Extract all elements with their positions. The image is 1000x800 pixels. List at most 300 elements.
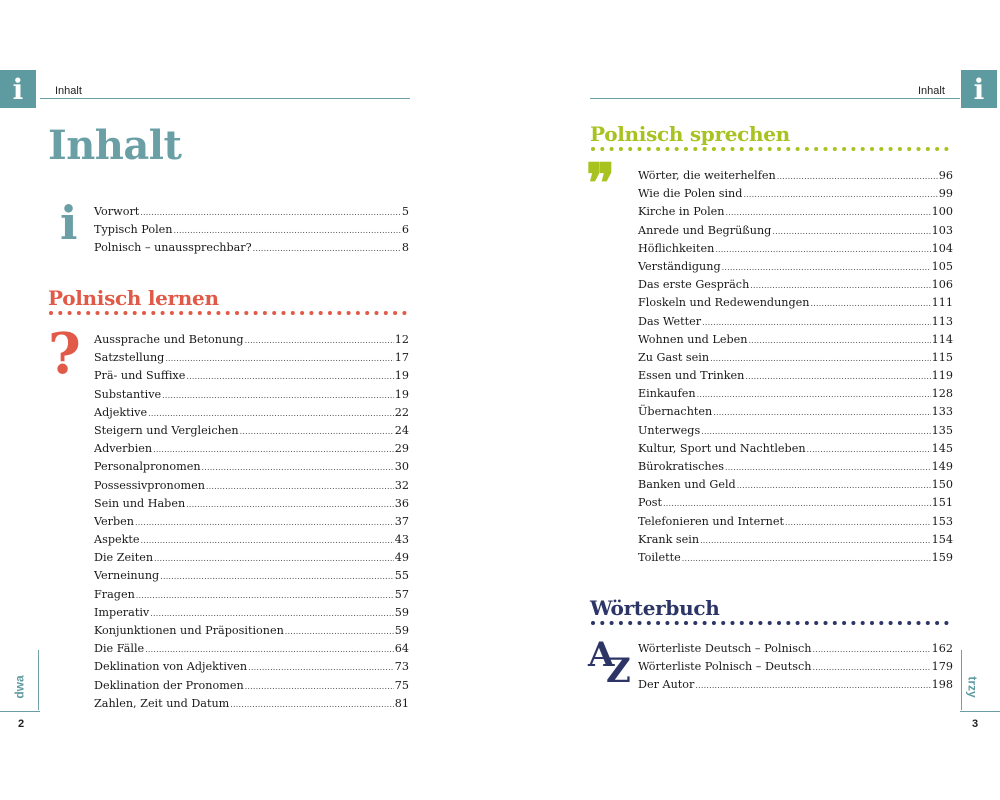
toc-entry-page: 115	[931, 350, 953, 364]
dot-leader	[165, 349, 393, 368]
dot-leader	[162, 386, 394, 405]
toc-entry-label: Possessivpronomen	[94, 478, 205, 492]
toc-entry-page: 135	[931, 423, 953, 437]
toc-entry-label: Polnisch – unaussprechbar?	[94, 241, 252, 255]
toc-entry[interactable]	[638, 385, 953, 403]
dot-leader	[240, 422, 394, 441]
toc-entry-page: 30	[394, 460, 409, 474]
dot	[151, 311, 155, 315]
z-letter: Z	[606, 651, 631, 691]
dot	[721, 147, 725, 151]
toc-entry-label: Das erste Gespräch	[638, 278, 750, 292]
dot-leader	[695, 676, 930, 695]
dot	[861, 147, 865, 151]
toc-entry[interactable]	[94, 239, 409, 257]
dot	[638, 621, 642, 625]
dot-leader	[715, 240, 930, 259]
dot	[365, 311, 369, 315]
toc-entry-page: 43	[394, 533, 409, 547]
dot	[123, 311, 127, 315]
dot	[384, 311, 388, 315]
toc-entry-page: 96	[938, 169, 953, 182]
dot	[935, 621, 939, 625]
toc-entry-page: 114	[931, 332, 953, 346]
page-side-label-right: trzy	[965, 676, 980, 698]
dot	[703, 147, 707, 151]
toc-entry-label: Wörterliste Deutsch – Polnisch	[638, 642, 812, 655]
dot	[851, 621, 855, 625]
toc-entry-label: Wie die Polen sind	[638, 187, 743, 201]
dot-leader	[725, 203, 930, 222]
toc-entry-label: Banken und Geld	[638, 478, 736, 492]
dot	[226, 311, 230, 315]
dot-leader	[202, 458, 394, 477]
dot	[356, 311, 360, 315]
dot	[647, 621, 651, 625]
toc-entry[interactable]	[638, 222, 953, 240]
toc-entry-page: 19	[394, 387, 409, 401]
header-rule-right	[590, 98, 960, 99]
a-letter: A	[588, 635, 615, 675]
toc-entry[interactable]	[94, 367, 409, 385]
toc-entry[interactable]	[638, 294, 953, 312]
toc-entry-label: Prä- und Suffixe	[94, 369, 186, 383]
dot	[721, 621, 725, 625]
question-mark-icon: ?	[48, 321, 81, 387]
info-icon: i	[60, 196, 78, 250]
dot-leader	[148, 404, 394, 423]
toc-entry-page: 145	[931, 441, 953, 455]
toc-entry-label: Steigern und Vergleichen	[94, 423, 239, 437]
toc-entry[interactable]	[94, 404, 409, 422]
dot-leader	[230, 695, 393, 714]
toc-entry-label: Kirche in Polen	[638, 205, 725, 219]
toc-entry[interactable]	[638, 258, 953, 276]
side-rule-right	[961, 650, 962, 710]
dot-leader	[812, 640, 930, 659]
toc-entry[interactable]	[638, 331, 953, 349]
dot	[926, 147, 930, 151]
dot	[347, 311, 351, 315]
dot	[907, 147, 911, 151]
toc-entry-page: 113	[931, 314, 953, 328]
toc-entry[interactable]	[638, 658, 953, 676]
running-header-left: Inhalt	[55, 85, 82, 97]
dot	[272, 311, 276, 315]
toc-entry[interactable]	[94, 440, 409, 458]
toc-entry-page: 150	[931, 478, 953, 492]
toc-entry-label: Adjektive	[94, 405, 148, 419]
dot	[647, 147, 651, 151]
dot	[628, 147, 632, 151]
toc-entry-page: 153	[931, 514, 953, 528]
dot	[291, 311, 295, 315]
toc-entry-page: 6	[401, 223, 409, 237]
toc-entry[interactable]	[94, 567, 409, 585]
toc-entry-page: 29	[394, 442, 409, 456]
page-title: Inhalt	[48, 122, 182, 169]
toc-entry-page: 128	[931, 387, 953, 401]
dot	[824, 621, 828, 625]
dot-leader	[700, 531, 931, 550]
dot-leader	[745, 367, 930, 386]
toc-entry[interactable]	[94, 604, 409, 622]
toc-entry-label: Die Fälle	[94, 642, 145, 656]
toc-entry[interactable]	[94, 622, 409, 640]
toc-entry[interactable]	[94, 422, 409, 440]
toc-entry[interactable]	[94, 331, 409, 349]
toc-entry-label: Sein und Haben	[94, 496, 186, 510]
toc-entry-page: 81	[394, 696, 409, 710]
side-rule-left	[38, 650, 39, 710]
dot	[768, 147, 772, 151]
dot-leader	[174, 221, 401, 240]
dot-leader	[186, 367, 393, 386]
dot	[889, 147, 893, 151]
toc-entry-page: 198	[931, 678, 953, 692]
toc-entry-page: 22	[394, 405, 409, 419]
toc-entry-page: 59	[394, 605, 409, 619]
toc-entry-page: 36	[394, 496, 409, 510]
toc-entry-label: Wörter, die weiterhelfen	[638, 169, 776, 182]
bottom-rule-left	[0, 711, 40, 712]
dot	[656, 147, 660, 151]
toc-entry-page: 105	[931, 259, 953, 273]
toc-entry-label: Vorwort	[94, 205, 140, 218]
toc-entry-page: 159	[931, 550, 953, 564]
toc-intro-list	[94, 203, 409, 258]
dot	[58, 311, 62, 315]
dot	[703, 621, 707, 625]
dot	[68, 311, 72, 315]
toc-entry-label: Personalpronomen	[94, 460, 201, 474]
toc-entry-label: Das Wetter	[638, 314, 702, 328]
dot-leader	[722, 258, 931, 277]
toc-entry-page: 154	[931, 532, 953, 546]
dot-leader	[807, 440, 931, 459]
toc-entry[interactable]	[638, 203, 953, 221]
dot-leader	[748, 331, 930, 350]
toc-entry-page: 133	[931, 405, 953, 419]
bottom-rule-right	[960, 711, 1000, 712]
dot	[824, 147, 828, 151]
dot-leader	[135, 513, 394, 532]
dot	[758, 147, 762, 151]
toc-entry-page: 24	[394, 423, 409, 437]
toc-entry[interactable]	[94, 221, 409, 239]
dot	[96, 311, 100, 315]
toc-entry-label: Wohnen und Leben	[638, 332, 748, 346]
toc-entry-page: 64	[394, 642, 409, 656]
dot	[814, 621, 818, 625]
dot	[786, 147, 790, 151]
dot	[712, 147, 716, 151]
toc-entry[interactable]	[94, 658, 409, 676]
dot	[907, 621, 911, 625]
dot	[814, 147, 818, 151]
toc-entry[interactable]	[94, 586, 409, 604]
dot	[851, 147, 855, 151]
dot	[337, 311, 341, 315]
section-title-woerterbuch: Wörterbuch	[590, 596, 720, 620]
dot	[693, 147, 697, 151]
dot-leader	[682, 549, 931, 568]
dot	[898, 147, 902, 151]
toc-entry[interactable]	[94, 349, 409, 367]
dot	[263, 311, 267, 315]
dot	[693, 621, 697, 625]
toc-entry[interactable]	[94, 458, 409, 476]
dot-leader	[701, 422, 930, 441]
dot	[656, 621, 660, 625]
dot	[665, 621, 669, 625]
toc-entry-page: 5	[401, 205, 409, 218]
toc-entry-label: Anrede und Begrüßung	[638, 223, 772, 237]
dot	[591, 621, 595, 625]
toc-entry-page: 12	[394, 333, 409, 346]
dot	[870, 147, 874, 151]
dot-leader	[245, 677, 394, 696]
dot	[235, 311, 239, 315]
toc-entry[interactable]	[638, 313, 953, 331]
toc-entry-label: Typisch Polen	[94, 223, 173, 237]
dot	[944, 147, 948, 151]
toc-entry-page: 17	[394, 351, 409, 365]
toc-entry-label: Zu Gast sein	[638, 350, 710, 364]
dot	[216, 311, 220, 315]
toc-entry[interactable]	[638, 458, 953, 476]
toc-entry[interactable]	[638, 185, 953, 203]
toc-entry-page: 179	[931, 660, 953, 674]
dot	[114, 311, 118, 315]
toc-entry-page: 106	[931, 278, 953, 292]
dot	[889, 621, 893, 625]
dot	[319, 311, 323, 315]
dot-leader	[245, 331, 394, 350]
dot	[777, 147, 781, 151]
dot	[628, 621, 632, 625]
toc-entry-page: 104	[931, 241, 953, 255]
toc-entry-page: 49	[394, 551, 409, 565]
dot-leader	[253, 239, 401, 258]
dot	[244, 311, 248, 315]
toc-entry-label: Fragen	[94, 587, 135, 601]
toc-entry[interactable]	[638, 167, 953, 185]
dot-leader	[150, 604, 394, 623]
dot	[198, 311, 202, 315]
dot-leader	[750, 276, 930, 295]
toc-entry[interactable]	[94, 549, 409, 567]
dot	[833, 147, 837, 151]
toc-entry[interactable]	[94, 203, 409, 221]
toc-entry[interactable]	[94, 640, 409, 658]
toc-entry-label: Kultur, Sport und Nachtleben	[638, 441, 806, 455]
dot	[768, 621, 772, 625]
quote-icon: ❞	[586, 151, 616, 215]
toc-entry-label: Bürokratisches	[638, 460, 724, 473]
toc-entry-page: 55	[394, 569, 409, 583]
toc-entry[interactable]	[94, 677, 409, 695]
dot	[879, 147, 883, 151]
dot	[935, 147, 939, 151]
dot-leader	[206, 477, 394, 496]
dotted-rule-sprechen	[590, 146, 954, 152]
dot	[684, 147, 688, 151]
toc-entry[interactable]	[94, 531, 409, 549]
toc-entry[interactable]	[94, 386, 409, 404]
toc-entry[interactable]	[638, 640, 953, 658]
dot-leader	[725, 458, 931, 477]
dot	[777, 621, 781, 625]
dot	[142, 311, 146, 315]
toc-woerterbuch-list	[638, 640, 953, 695]
toc-entry-label: Floskeln und Redewendungen	[638, 296, 810, 310]
dot	[282, 311, 286, 315]
dot	[619, 621, 623, 625]
toc-entry-page: 119	[931, 369, 953, 383]
dot-leader	[285, 622, 394, 641]
toc-entry[interactable]	[638, 476, 953, 494]
toc-entry[interactable]	[638, 367, 953, 385]
toc-entry[interactable]	[638, 403, 953, 421]
toc-entry[interactable]	[638, 240, 953, 258]
toc-entry-label: Essen und Trinken	[638, 369, 745, 383]
toc-entry-label: Post	[638, 496, 663, 510]
dot-leader	[743, 185, 937, 204]
toc-entry-label: Deklination von Adjektiven	[94, 660, 248, 674]
toc-entry-page: 99	[938, 187, 953, 201]
dot	[917, 147, 921, 151]
dot-leader	[248, 658, 394, 677]
toc-entry-page: 19	[394, 369, 409, 383]
dot	[758, 621, 762, 625]
page-number-right: 3	[972, 718, 979, 730]
toc-entry-label: Deklination der Pronomen	[94, 678, 244, 692]
toc-entry-page: 59	[394, 624, 409, 637]
toc-entry-label: Satzstellung	[94, 351, 165, 365]
dot	[375, 311, 379, 315]
dot	[731, 147, 735, 151]
toc-entry-label: Imperativ	[94, 605, 150, 619]
dot	[300, 311, 304, 315]
page-number-left: 2	[18, 718, 25, 730]
info-tab-right: i	[961, 70, 997, 108]
toc-entry-label: Die Zeiten	[94, 551, 154, 565]
toc-entry[interactable]	[94, 477, 409, 495]
toc-entry-label: Konjunktionen und Präpositionen	[94, 624, 284, 637]
dot-leader	[812, 658, 930, 677]
dot	[638, 147, 642, 151]
dot	[610, 621, 614, 625]
toc-entry-label: Zahlen, Zeit und Datum	[94, 696, 230, 710]
dot-leader	[737, 476, 931, 495]
dot	[600, 621, 604, 625]
toc-entry-page: 103	[931, 223, 953, 237]
dot	[254, 311, 258, 315]
dot-leader	[713, 403, 930, 422]
toc-entry[interactable]	[638, 676, 953, 694]
dot	[402, 311, 406, 315]
toc-entry[interactable]	[638, 549, 953, 567]
dot	[170, 311, 174, 315]
dot	[665, 147, 669, 151]
toc-entry[interactable]	[638, 349, 953, 367]
dot	[749, 621, 753, 625]
section-title-polnisch-lernen: Polnisch lernen	[48, 286, 219, 310]
dot-leader	[140, 203, 401, 222]
toc-entry[interactable]	[638, 440, 953, 458]
dot	[796, 147, 800, 151]
dot-leader	[710, 349, 931, 368]
toc-entry[interactable]	[94, 495, 409, 513]
toc-entry[interactable]	[638, 531, 953, 549]
toc-entry-label: Verständigung	[638, 259, 721, 273]
dot-leader	[141, 531, 394, 550]
dot	[86, 311, 90, 315]
dot	[328, 311, 332, 315]
header-rule-left	[40, 98, 410, 99]
dotted-rule-woerterbuch	[590, 620, 954, 626]
toc-entry-label: Der Autor	[638, 678, 695, 692]
toc-entry-label: Höflichkeiten	[638, 241, 715, 255]
dot	[833, 621, 837, 625]
dot	[133, 311, 137, 315]
toc-entry-label: Verben	[94, 514, 135, 528]
dot	[898, 621, 902, 625]
toc-entry-page: 57	[394, 587, 409, 601]
dot	[393, 311, 397, 315]
running-header-right: Inhalt	[918, 85, 945, 97]
dot	[49, 311, 53, 315]
toc-entry-label: Aussprache und Betonung	[94, 333, 244, 346]
toc-entry-page: 8	[401, 241, 409, 255]
dot	[786, 621, 790, 625]
dot-leader	[663, 494, 931, 513]
toc-entry[interactable]	[638, 494, 953, 512]
dot-leader	[777, 167, 938, 186]
toc-entry-page: 75	[394, 678, 409, 692]
toc-entry[interactable]	[638, 422, 953, 440]
dot	[796, 621, 800, 625]
dot	[749, 147, 753, 151]
toc-entry-page: 37	[394, 514, 409, 528]
dot-leader	[697, 385, 931, 404]
dot	[842, 621, 846, 625]
dot	[842, 147, 846, 151]
dot	[712, 621, 716, 625]
dot	[731, 621, 735, 625]
dot	[189, 311, 193, 315]
toc-entry-label: Wörterliste Polnisch – Deutsch	[638, 660, 812, 674]
section-title-polnisch-sprechen: Polnisch sprechen	[590, 122, 790, 146]
dot-leader	[186, 495, 394, 514]
toc-entry-page: 111	[931, 296, 953, 310]
toc-entry[interactable]	[638, 276, 953, 294]
page-side-label-left: dwa	[12, 675, 27, 699]
dot-leader	[145, 640, 394, 659]
toc-entry[interactable]	[94, 695, 409, 713]
dot-leader	[810, 294, 930, 313]
dot	[926, 621, 930, 625]
toc-entry[interactable]	[94, 513, 409, 531]
dot	[805, 621, 809, 625]
toc-entry-label: Verneinung	[94, 569, 160, 583]
toc-entry-label: Telefonieren und Internet	[638, 514, 784, 528]
dot	[879, 621, 883, 625]
toc-entry-label: Aspekte	[94, 533, 140, 547]
info-tab-left: i	[0, 70, 36, 108]
toc-entry[interactable]	[638, 513, 953, 531]
